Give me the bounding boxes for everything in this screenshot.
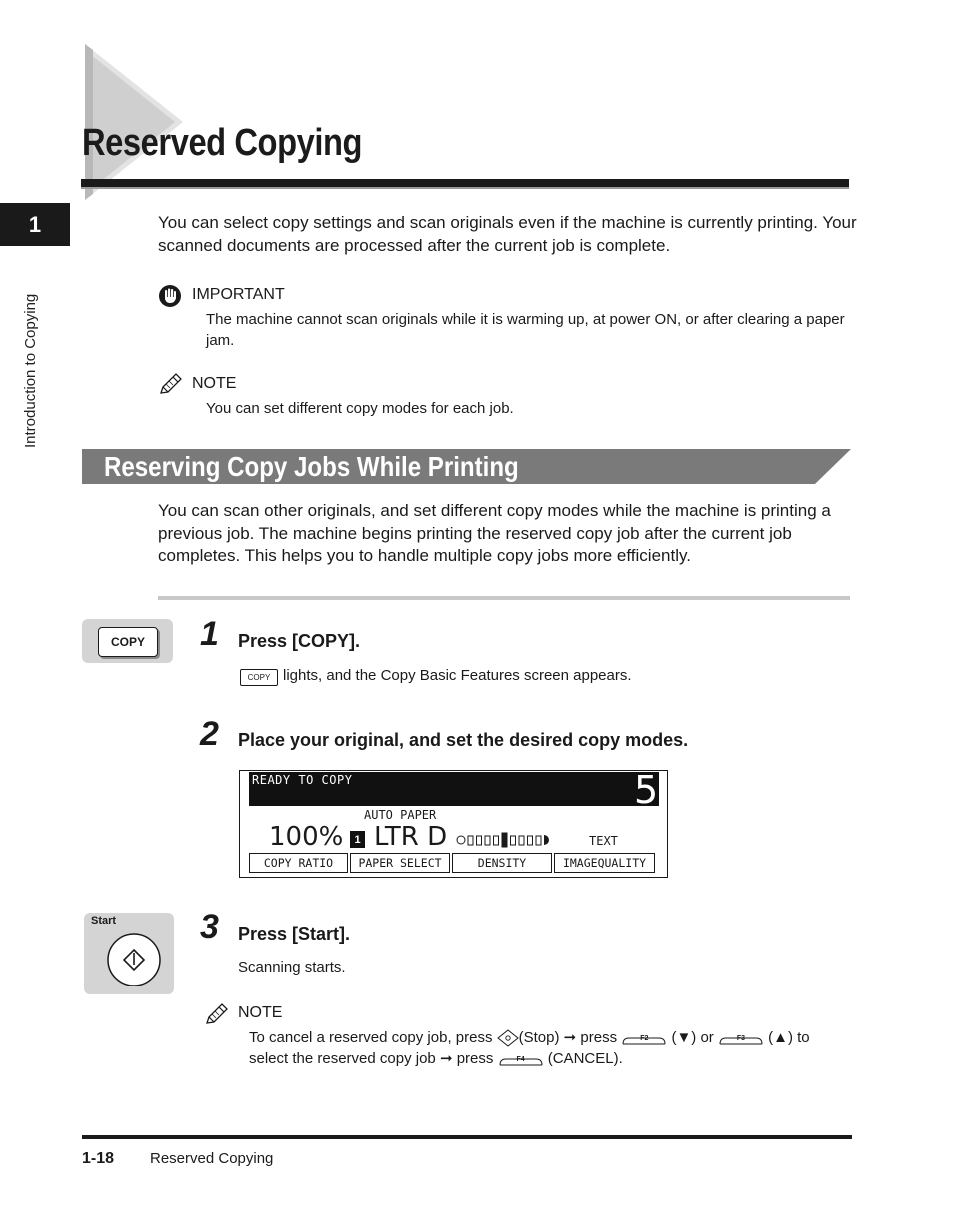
lcd-tray-icon: 1: [350, 831, 365, 848]
arrow-icon: ➞: [563, 1029, 577, 1046]
f2-key-icon: [621, 1030, 667, 1046]
step-title: Press [Start].: [238, 924, 351, 944]
section-rule: [158, 596, 850, 600]
note-text: select the reserved copy job: [249, 1050, 436, 1067]
step-text: Scanning starts.: [238, 959, 346, 976]
step-title: Place your original, and set the desired copy modes.: [238, 730, 689, 750]
copy-ratio-button[interactable]: COPY RATIO: [249, 853, 348, 873]
cancel-note-text: [249, 1027, 859, 1069]
density-segment: [494, 836, 499, 845]
density-segment: [477, 836, 482, 845]
pencil-note-icon: [158, 372, 184, 396]
note-text: To cancel a reserved copy job, press: [249, 1029, 493, 1046]
step-number: 1: [200, 615, 219, 653]
section-intro: You can scan other originals, and set different copy modes while the machine is printing a previous job. The machine begins printing the reserved copy job after the current job completes. This helps you to handle multiple copy jobs more efficiently.: [158, 501, 831, 565]
note-text: You can set different copy modes for each job.: [206, 400, 514, 417]
hand-stop-icon: [158, 284, 182, 308]
copy-key-inline-icon: COPY: [240, 669, 278, 686]
note-text: (▼) or: [671, 1029, 714, 1046]
lcd-copy-count: 5: [634, 768, 659, 812]
note-text: press: [456, 1050, 494, 1067]
note-text: (CANCEL).: [547, 1050, 623, 1067]
footer-title: Reserved Copying: [150, 1150, 274, 1167]
density-dark-end: [544, 835, 549, 845]
step-number: 2: [200, 715, 219, 753]
step-number: 3: [200, 908, 219, 946]
note-text: (Stop): [518, 1029, 560, 1046]
lcd-auto-paper: AUTO PAPER: [364, 808, 437, 822]
lcd-density-scale: [456, 831, 551, 849]
density-segment: [502, 833, 507, 847]
f4-key-label: F4: [516, 1056, 525, 1064]
note-label: NOTE: [192, 375, 237, 392]
important-label: IMPORTANT: [192, 286, 285, 303]
f3-key-icon: [718, 1030, 764, 1046]
paper-select-button[interactable]: PAPER SELECT: [350, 853, 450, 873]
page-title: Reserved Copying: [82, 122, 363, 164]
image-quality-button[interactable]: IMAGEQUALITY: [554, 853, 655, 873]
footer-rule: [82, 1135, 852, 1139]
chapter-tab: 1: [0, 203, 70, 246]
f3-key-label: F3: [736, 1035, 746, 1043]
section-title: Reserving Copy Jobs While Printing: [104, 451, 519, 482]
density-segment: [536, 836, 541, 845]
note-text: (▲) to: [768, 1029, 810, 1046]
density-button[interactable]: DENSITY: [452, 853, 552, 873]
density-segment: [468, 836, 473, 845]
lcd-image-mode: TEXT: [589, 834, 618, 848]
density-segment: [485, 836, 490, 845]
step-title: Press [COPY].: [238, 631, 361, 651]
lcd-copy-ratio: 100%: [269, 822, 344, 852]
lcd-status-text: READY TO COPY: [252, 773, 353, 787]
copy-key: COPY: [98, 627, 158, 657]
density-segment: [511, 836, 516, 845]
page-number: 1-18: [82, 1150, 115, 1167]
f4-key-icon: [498, 1051, 544, 1067]
density-light-end: [457, 836, 465, 844]
note-label: NOTE: [238, 1004, 283, 1021]
stop-key-icon: [497, 1029, 519, 1047]
start-key-label: Start: [91, 915, 117, 927]
step-text: lights, and the Copy Basic Features screen appears.: [283, 667, 632, 684]
important-text: The machine cannot scan originals while it is warming up, at power ON, or after clearing a paper jam.: [206, 311, 845, 349]
arrow-icon: ➞: [439, 1050, 453, 1067]
density-segment: [519, 836, 524, 845]
title-rule: [81, 179, 849, 187]
density-segment: [528, 836, 533, 845]
f2-key-label: F2: [640, 1035, 649, 1043]
intro-paragraph: You can select copy settings and scan originals even if the machine is currently printing. Your scanned documents are processed after the current job is complete.: [158, 213, 857, 255]
pencil-note-icon: [204, 1002, 230, 1026]
chapter-label: Introduction to Copying: [22, 293, 39, 448]
title-rule-shadow: [81, 187, 849, 189]
note-text: press: [580, 1029, 618, 1046]
start-button-icon: [104, 930, 164, 986]
lcd-paper-size: LTR D: [374, 822, 448, 852]
